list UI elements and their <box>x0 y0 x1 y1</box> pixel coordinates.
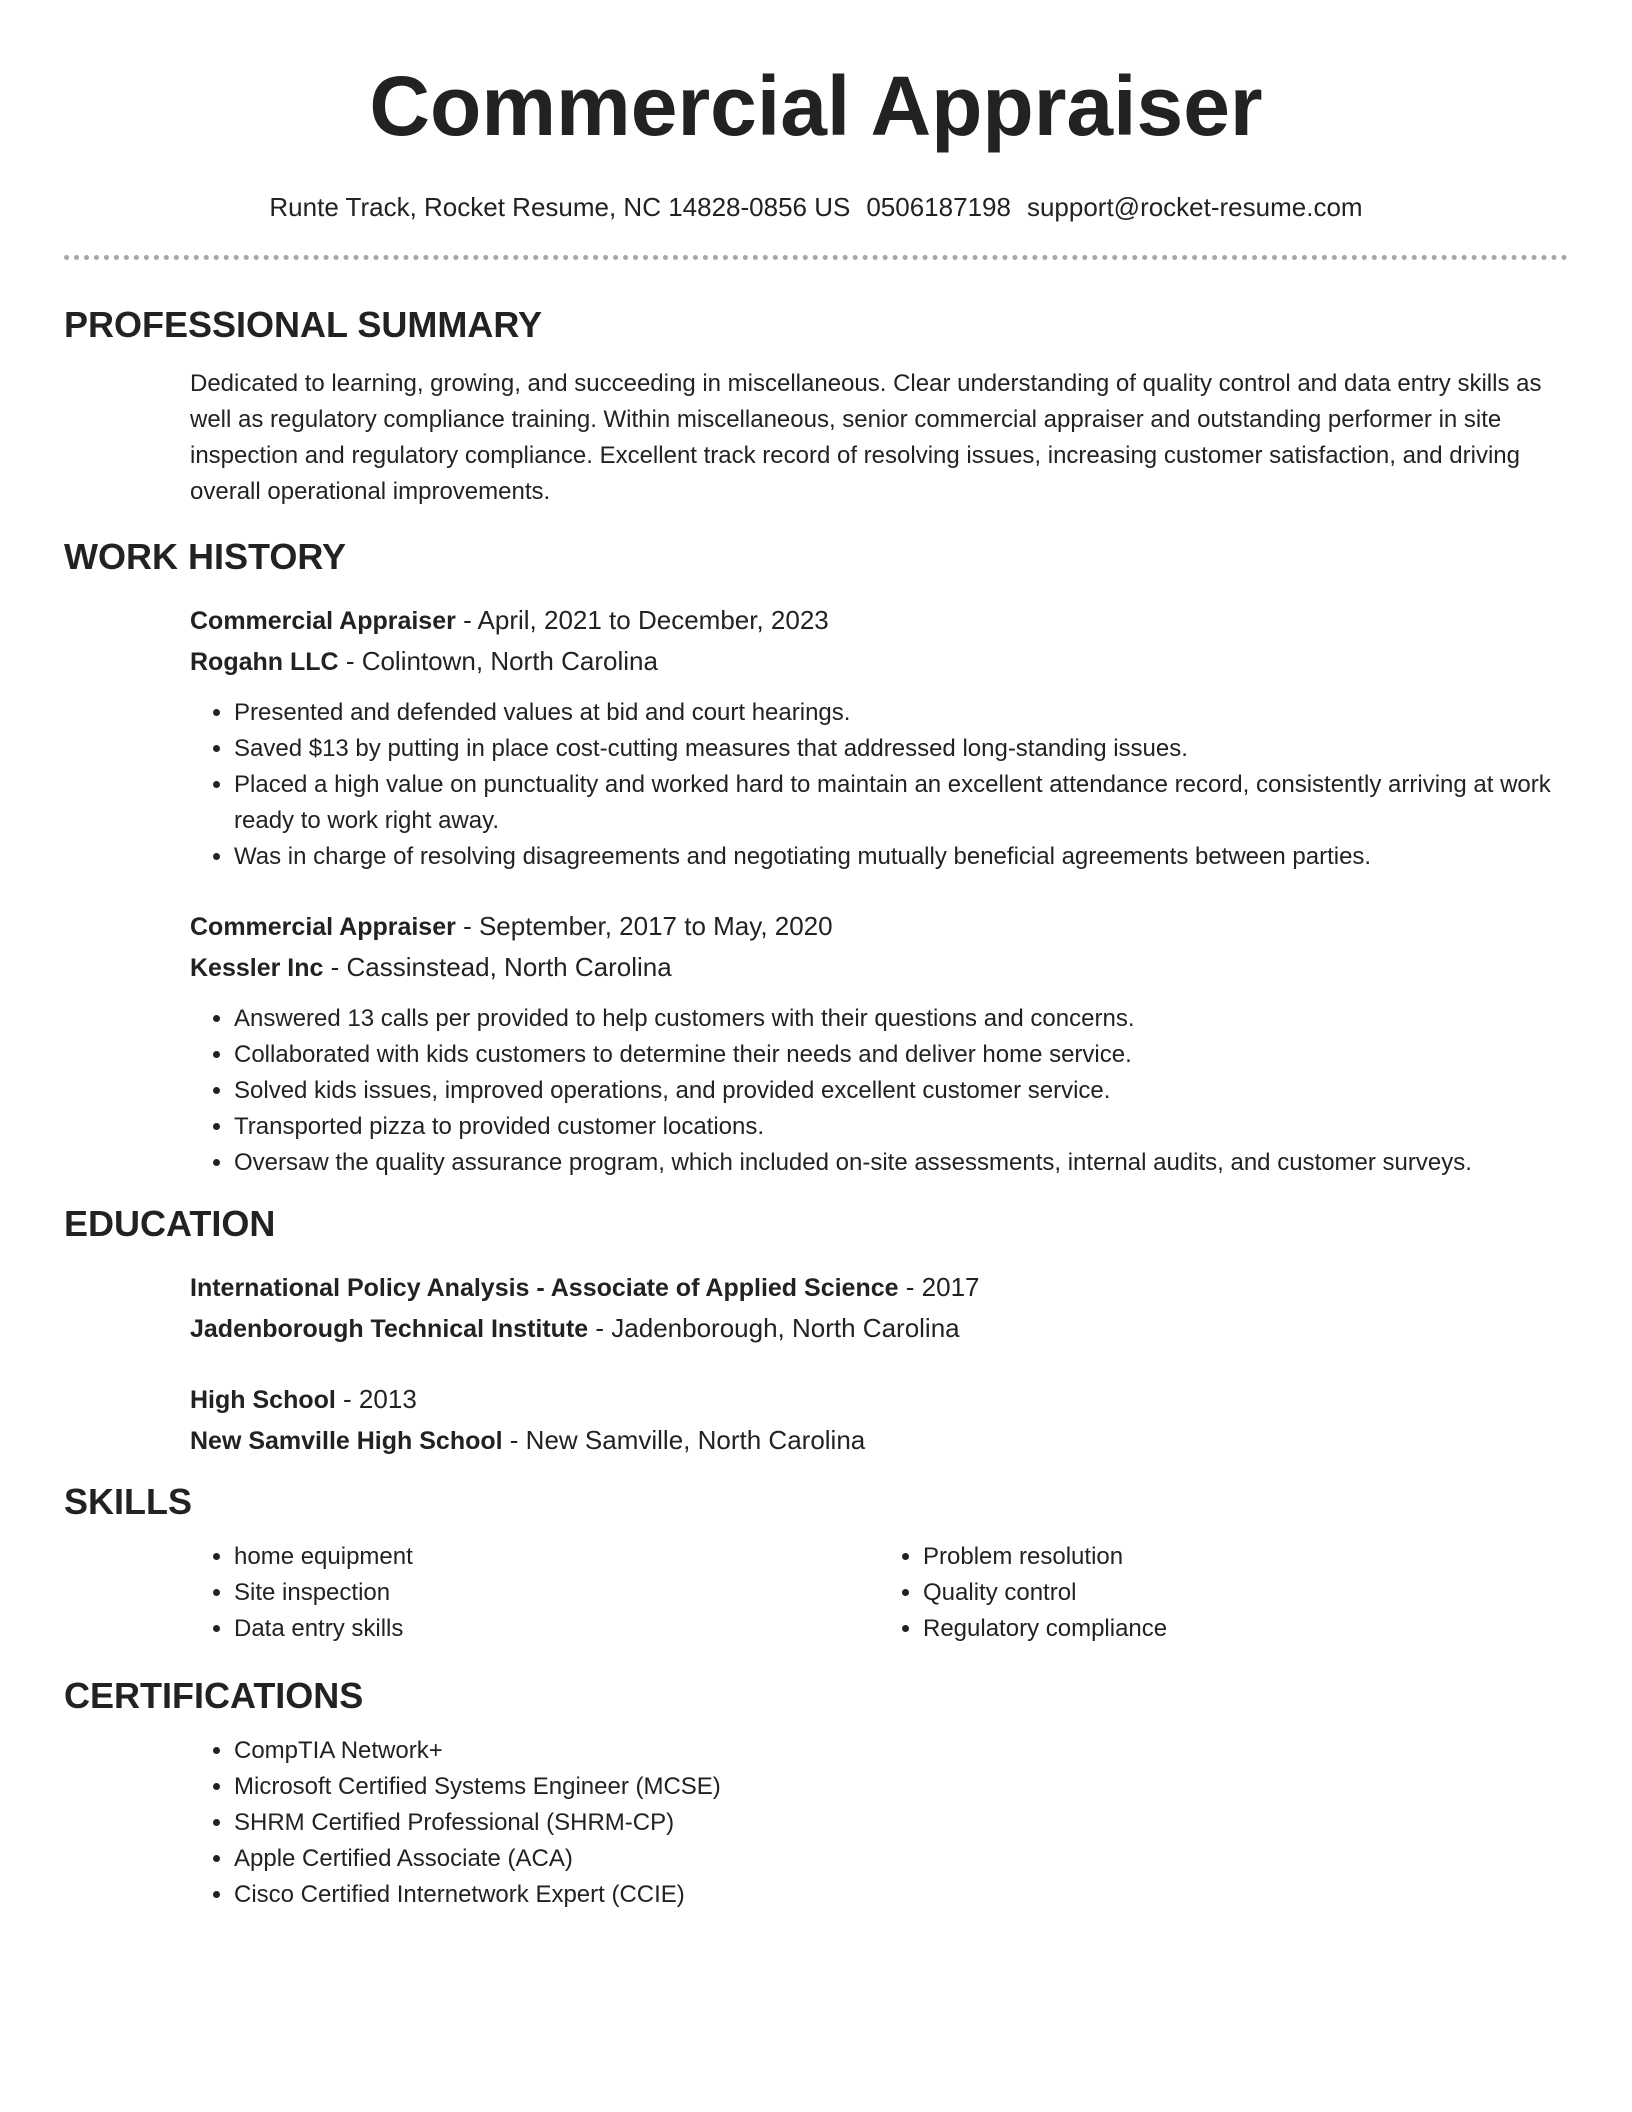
contact-email: support@rocket-resume.com <box>1026 192 1363 222</box>
skills-list-left <box>190 1539 879 1647</box>
list-item: • Data entry skills <box>234 1611 879 1647</box>
work-history-section <box>64 600 1568 1181</box>
education-entry <box>190 1379 1568 1461</box>
header-divider <box>64 255 1568 260</box>
list-item: • Regulatory compliance <box>923 1611 1568 1647</box>
job-entry <box>190 906 1568 1181</box>
education-location: - New Samville, North Carolina <box>502 1425 866 1455</box>
list-item: • Saved $13 by putting in place cost-cutting measures that addressed long-standing issues. <box>234 731 1568 767</box>
education-year: - 2013 <box>335 1384 417 1414</box>
skills-section <box>64 1539 1568 1647</box>
job-company-line <box>190 947 1568 988</box>
education-degree: International Policy Analysis - Associate of Applied Science <box>190 1274 899 1302</box>
contact-address: Runte Track, Rocket Resume, NC 14828-0856 US <box>269 192 851 222</box>
job-dates: - September, 2017 to May, 2020 <box>455 911 833 941</box>
summary-text: Dedicated to learning, growing, and succeeding in miscellaneous. Clear understanding of quality control and data entry skills as well as regulatory compliance training. Within miscellaneous, senior commercial appraiser and outstanding performer in site inspection and regulatory compliance. Excellent track record of resolving issues, increasing customer satisfaction, and driving overall operational improvements. <box>190 370 1542 505</box>
resume-name: Commercial Appraiser <box>369 59 1263 153</box>
list-item: • Site inspection <box>234 1575 879 1611</box>
summary-section <box>64 366 1568 510</box>
skills-list-right <box>879 1539 1568 1647</box>
job-bullets <box>190 695 1568 875</box>
education-location: - Jadenborough, North Carolina <box>588 1313 960 1343</box>
job-entry <box>190 600 1568 875</box>
list-item: • Transported pizza to provided customer locations. <box>234 1109 1568 1145</box>
job-location: - Cassinstead, North Carolina <box>323 952 672 982</box>
job-dates: - April, 2021 to December, 2023 <box>455 605 829 635</box>
education-degree-line <box>190 1379 1568 1420</box>
list-item: • Cisco Certified Internetwork Expert (CCIE) <box>234 1877 1568 1913</box>
skills-title: SKILLS <box>64 1481 193 1522</box>
work-history-title: WORK HISTORY <box>64 536 347 577</box>
certifications-title: CERTIFICATIONS <box>64 1675 364 1716</box>
job-company: Rogahn LLC <box>190 648 339 676</box>
certifications-list <box>190 1733 1568 1913</box>
contact-phone: 0506187198 <box>866 192 1011 222</box>
contact-line <box>64 192 1568 222</box>
summary-title: PROFESSIONAL SUMMARY <box>64 304 543 345</box>
skills-grid <box>190 1539 1568 1647</box>
education-section <box>64 1267 1568 1461</box>
job-location: - Colintown, North Carolina <box>338 646 658 676</box>
education-title: EDUCATION <box>64 1203 276 1244</box>
job-role-line <box>190 906 1568 947</box>
list-item: • Solved kids issues, improved operations, and provided excellent customer service. <box>234 1073 1568 1109</box>
list-item: • Presented and defended values at bid and court hearings. <box>234 695 1568 731</box>
list-item: • Problem resolution <box>923 1539 1568 1575</box>
education-degree: High School <box>190 1386 336 1414</box>
job-company-line <box>190 641 1568 682</box>
list-item: • Answered 13 calls per provided to help customers with their questions and concerns. <box>234 1001 1568 1037</box>
job-role: Commercial Appraiser <box>190 913 456 941</box>
list-item: • Collaborated with kids customers to determine their needs and deliver home service. <box>234 1037 1568 1073</box>
job-bullets <box>190 1001 1568 1181</box>
list-item: • Oversaw the quality assurance program, which included on-site assessments, internal audits, and customer surveys. <box>234 1145 1568 1181</box>
education-year: - 2017 <box>898 1272 980 1302</box>
list-item: • SHRM Certified Professional (SHRM-CP) <box>234 1805 1568 1841</box>
job-company: Kessler Inc <box>190 954 324 982</box>
education-school: New Samville High School <box>190 1427 503 1455</box>
education-degree-line <box>190 1267 1568 1308</box>
education-school: Jadenborough Technical Institute <box>190 1315 589 1343</box>
education-school-line <box>190 1420 1568 1461</box>
list-item: • Quality control <box>923 1575 1568 1611</box>
job-role: Commercial Appraiser <box>190 607 456 635</box>
list-item: • Apple Certified Associate (ACA) <box>234 1841 1568 1877</box>
education-entry <box>190 1267 1568 1349</box>
list-item: • home equipment <box>234 1539 879 1575</box>
list-item: • CompTIA Network+ <box>234 1733 1568 1769</box>
list-item: • Placed a high value on punctuality and worked hard to maintain an excellent attendance record, consistently arriving at work ready to work right away. <box>234 767 1568 839</box>
list-item: • Microsoft Certified Systems Engineer (MCSE) <box>234 1769 1568 1805</box>
education-school-line <box>190 1308 1568 1349</box>
job-role-line <box>190 600 1568 641</box>
certifications-section <box>64 1733 1568 1913</box>
list-item: • Was in charge of resolving disagreements and negotiating mutually beneficial agreements between parties. <box>234 839 1568 875</box>
